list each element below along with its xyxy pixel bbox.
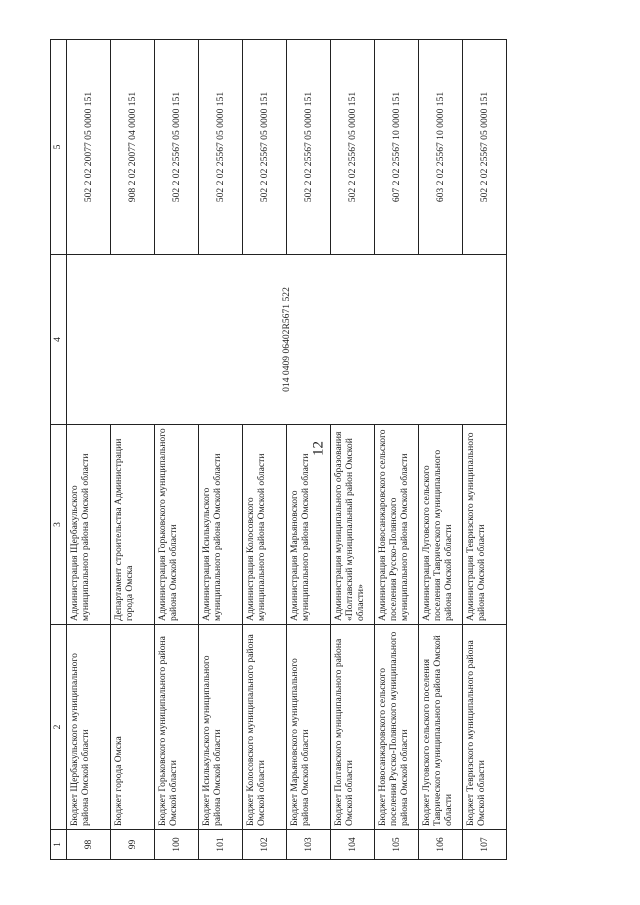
revenue-code-cell: 603 2 02 25567 10 0000 151: [419, 40, 463, 255]
revenue-code-cell: 502 2 02 25567 05 0000 151: [155, 40, 199, 255]
row-number: 102: [243, 830, 287, 860]
table-row: [419, 40, 463, 860]
row-number: 101: [199, 830, 243, 860]
administrator-cell: Администрация Луговского сельского поселения Таврического муниципального района Омской области: [419, 425, 463, 625]
budget-cell: Бюджет Тевризского муниципального района Омской области: [463, 625, 507, 830]
row-number: 107: [463, 830, 507, 860]
administrator-cell: Администрация Щербакульского муниципального района Омской области: [67, 425, 111, 625]
revenue-code-cell: 908 2 02 20077 04 0000 151: [111, 40, 155, 255]
table-row: [155, 40, 199, 860]
revenue-code-cell: 502 2 02 25567 05 0000 151: [331, 40, 375, 255]
budget-cell: Бюджет Полтавского муниципального района Омской области: [331, 625, 375, 830]
revenue-code-cell: 502 2 02 25567 05 0000 151: [199, 40, 243, 255]
budget-cell: Бюджет Горьковского муниципального района Омской области: [155, 625, 199, 830]
row-number: 100: [155, 830, 199, 860]
administrator-cell: Департамент строительства Администрации города Омска: [111, 425, 155, 625]
row-number: 103: [287, 830, 331, 860]
table-row: [199, 40, 243, 860]
table-row: [463, 40, 507, 860]
table-row: [67, 40, 111, 860]
revenue-code-cell: 502 2 02 20077 05 0000 151: [67, 40, 111, 255]
row-number: 104: [331, 830, 375, 860]
budget-cell: Бюджет Марьяновского муниципального района Омской области: [287, 625, 331, 830]
row-number: 99: [111, 830, 155, 860]
table-row: [111, 40, 155, 860]
budget-cell: Бюджет Исилькульского муниципального района Омской области: [199, 625, 243, 830]
rotated-table-wrapper: [50, 40, 610, 860]
budget-cell: Бюджет Новосанжаровского сельского поселения Русско-Полянского муниципального района Омской области: [375, 625, 419, 830]
header-col-2: 2: [51, 625, 67, 830]
revenue-code-cell: 502 2 02 25567 05 0000 151: [287, 40, 331, 255]
revenue-code-cell: 502 2 02 25567 05 0000 151: [463, 40, 507, 255]
administrator-cell: Администрация Исилькульского муниципального района Омской области: [199, 425, 243, 625]
header-col-4: 4: [51, 255, 67, 425]
header-col-1: 1: [51, 830, 67, 860]
table-row: [243, 40, 287, 860]
budget-table: [50, 39, 507, 860]
budget-cell: Бюджет Колосовского муниципального района Омской области: [243, 625, 287, 830]
row-number: 106: [419, 830, 463, 860]
revenue-code-cell: 502 2 02 25567 05 0000 151: [243, 40, 287, 255]
administrator-cell: Администрация Марьяновского муниципального района Омской области: [287, 425, 331, 625]
table-row: [375, 40, 419, 860]
header-row: [51, 40, 67, 860]
page-number: 12: [310, 441, 327, 456]
administrator-cell: Администрация Новосанжаровского сельского поселения Русско-Полянского муниципального района Омской области: [375, 425, 419, 625]
administrator-cell: Администрация Тевризского муниципального района Омской области: [463, 425, 507, 625]
header-col-5: 5: [51, 40, 67, 255]
administrator-cell: Администрация Горьковского муниципального района Омской области: [155, 425, 199, 625]
budget-cell: Бюджет Щербакульского муниципального района Омской области: [67, 625, 111, 830]
row-number: 105: [375, 830, 419, 860]
budget-cell: Бюджет Луговского сельского поселения Таврического муниципального района Омской области: [419, 625, 463, 830]
classification-code-cell: 014 0409 06402R5671 522: [67, 255, 507, 425]
table-row: [287, 40, 331, 860]
administrator-cell: Администрация Колосовского муниципального района Омской области: [243, 425, 287, 625]
administrator-cell: Администрация муниципального образования «Полтавский муниципальный район Омской области»: [331, 425, 375, 625]
row-number: 98: [67, 830, 111, 860]
budget-cell: Бюджет города Омска: [111, 625, 155, 830]
table-row: [331, 40, 375, 860]
header-col-3: 3: [51, 425, 67, 625]
revenue-code-cell: 607 2 02 25567 10 0000 151: [375, 40, 419, 255]
